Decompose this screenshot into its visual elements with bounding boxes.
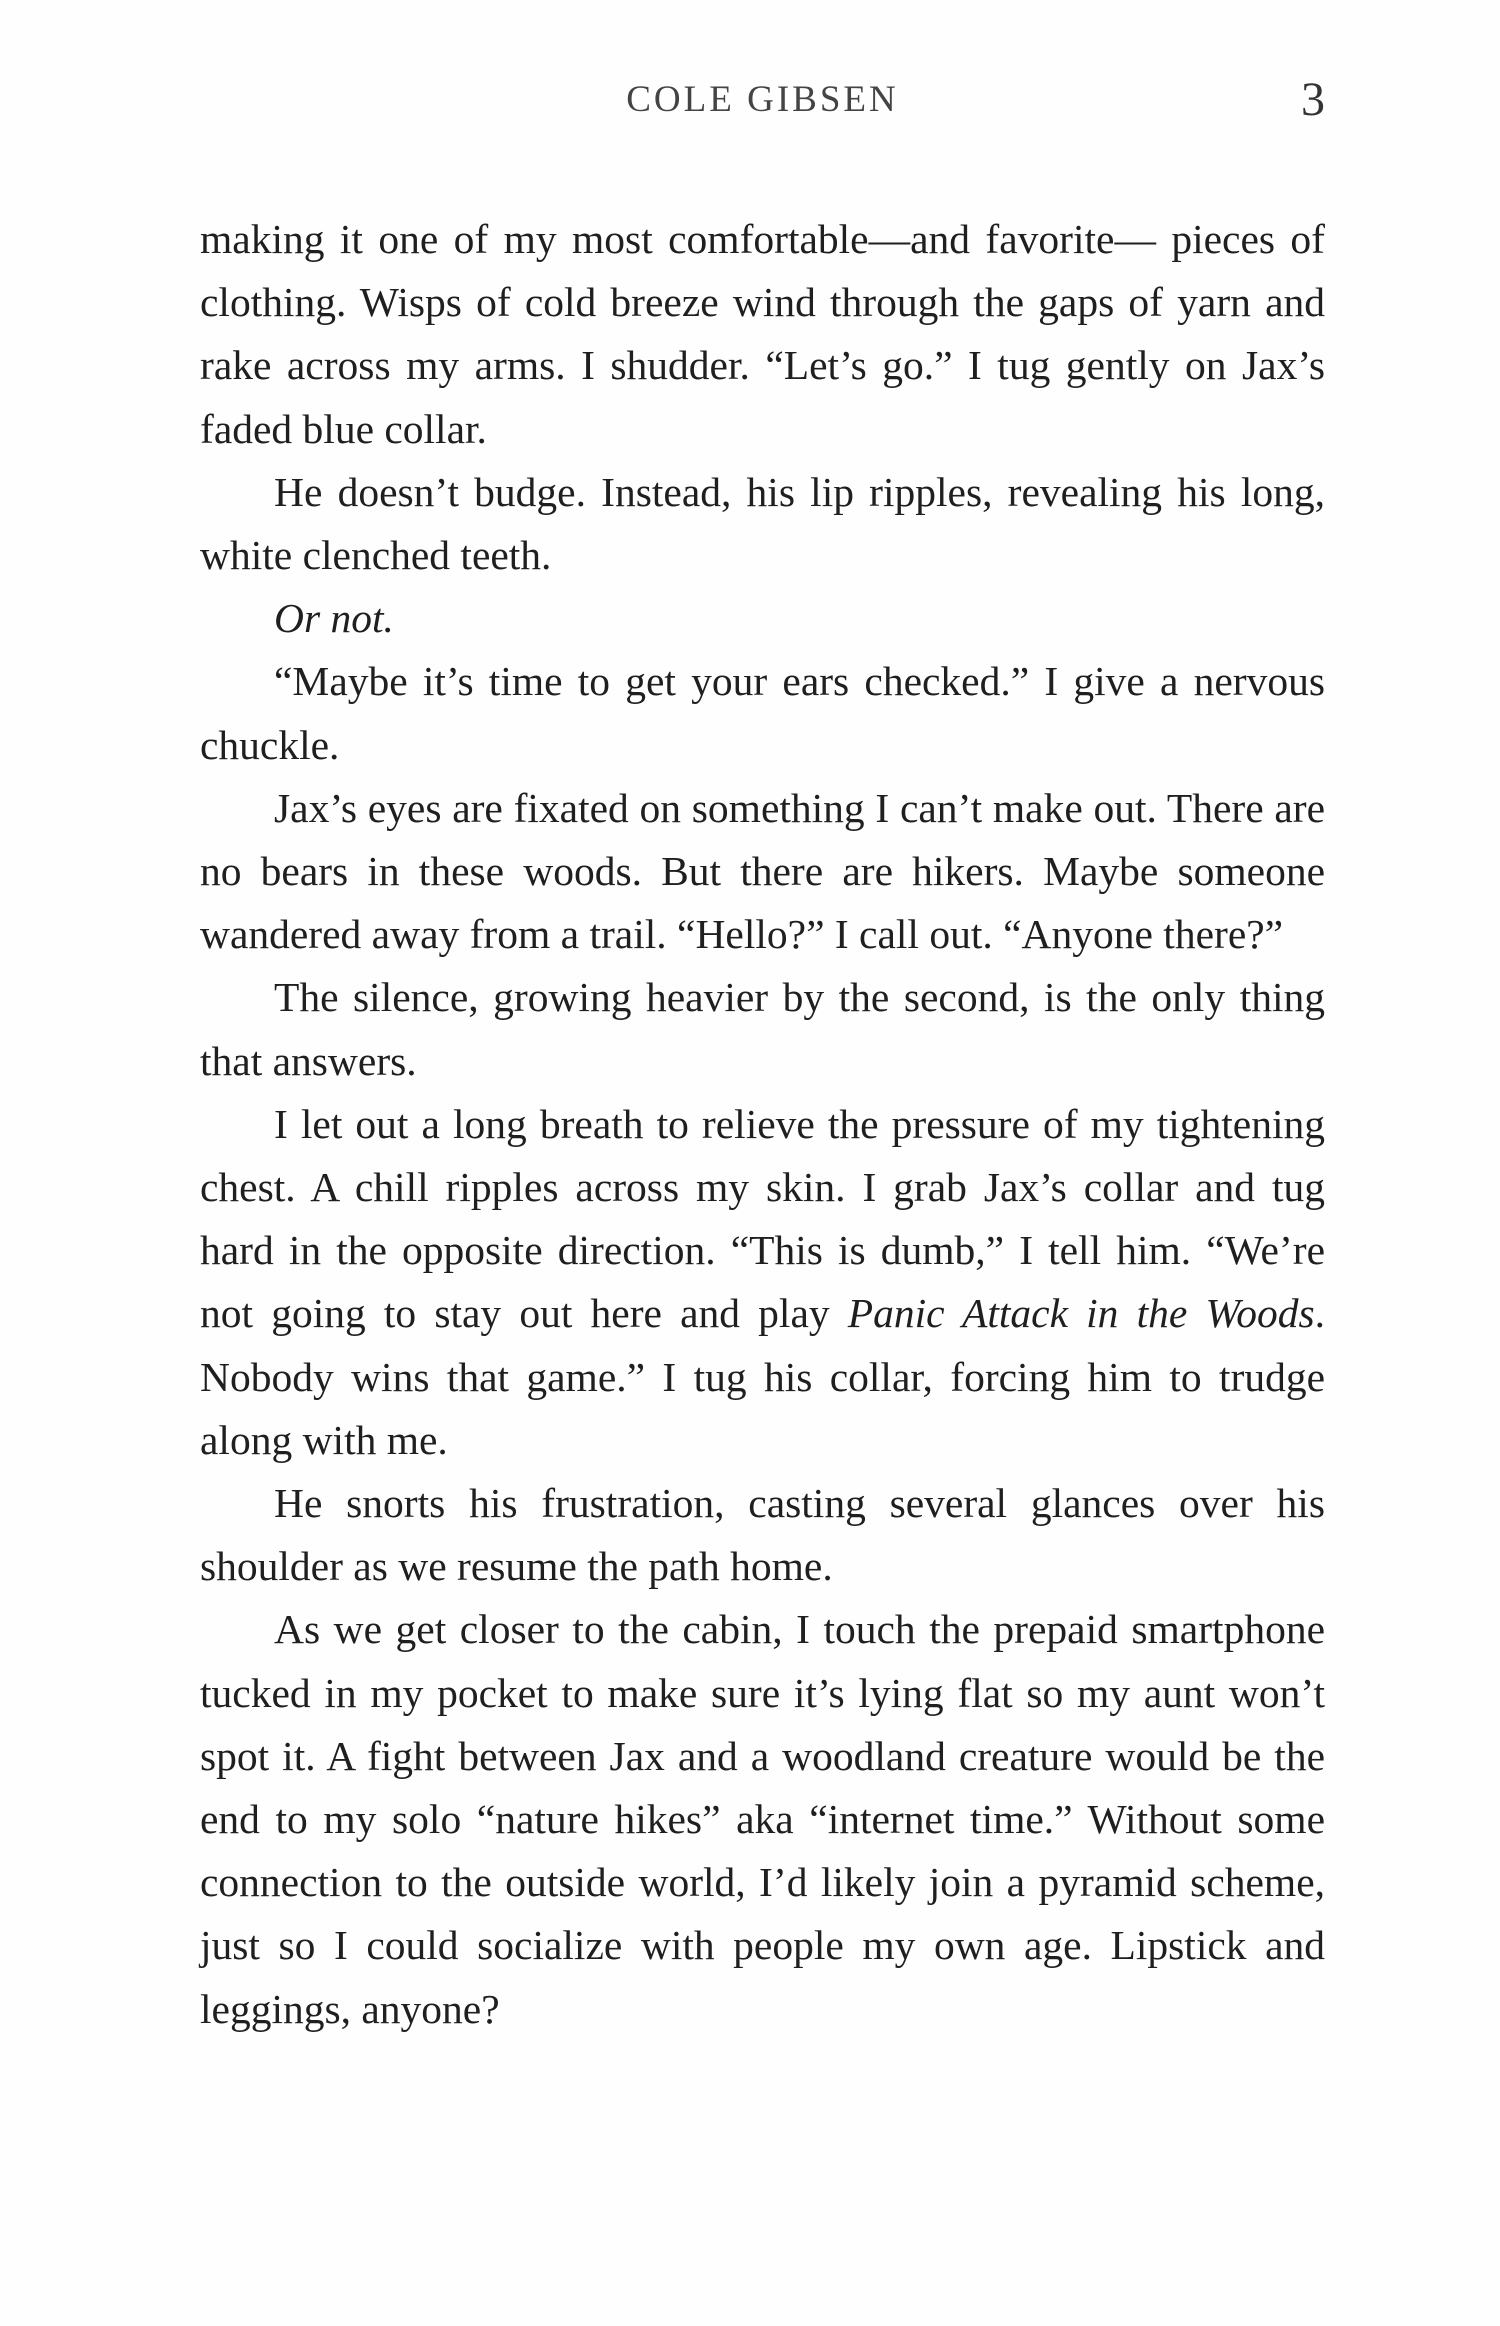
paragraph-6	[200, 966, 1325, 1092]
paragraph-4	[200, 650, 1325, 776]
paragraph-text: making it one of my most comfortable—and favorite— pieces of clothing. Wisps of cold breeze wind through the gaps of yarn and rake across my arms. I shudder. “Let’s go.” I tug gently on Jax’s faded blue collar.	[200, 216, 1325, 452]
author-name: COLE GIBSEN	[626, 79, 899, 120]
body-text	[200, 208, 1325, 2041]
paragraph-text: The silence, growing heavier by the second, is the only thing that answers.	[200, 974, 1325, 1084]
paragraph-text: “Maybe it’s time to get your ears checked.” I give a nervous chuckle.	[200, 658, 1325, 768]
paragraph-text: As we get closer to the cabin, I touch the prepaid smartphone tucked in my pocket to make sure it’s lying flat so my aunt won’t spot it. A fight between Jax and a woodland creature would be the end to my solo “nature hikes” aka “internet time.” Without some connection to the outside world, I’d likely join a pyramid scheme, just so I could socialize with people my own age. Lipstick and leggings, anyone?	[200, 1606, 1325, 2032]
paragraph-8	[200, 1472, 1325, 1598]
paragraph-1	[200, 208, 1325, 461]
italic-text: Or not.	[274, 595, 394, 642]
paragraph-text: I let out a long breath to relieve the pressure of my tightening chest. A chill ripples across my skin. I grab Jax’s collar and tug hard in the opposite direction. “This is dumb,” I tell him. “We’re not going to stay out here and play	[200, 1100, 1325, 1337]
paragraph-text: He doesn’t budge. Instead, his lip ripples, revealing his long, white clenched teeth.	[200, 468, 1325, 579]
paragraph-7	[200, 1093, 1325, 1472]
paragraph-5	[200, 777, 1325, 967]
paragraph-3	[200, 587, 1325, 650]
paragraph-9	[200, 1598, 1325, 2040]
italic-title: Panic Attack in the Woods	[847, 1290, 1315, 1337]
paragraph-2	[200, 461, 1325, 587]
running-head	[200, 72, 1325, 152]
page-number: 3	[1301, 73, 1325, 126]
paragraph-text: He snorts his frustration, casting several glances over his shoulder as we resume the path home.	[200, 1480, 1325, 1590]
paragraph-text: Jax’s eyes are fixated on something I can’t make out. There are no bears in these woods. But there are hikers. Maybe someone wandered away from a trail. “Hello?” I call out. “Anyone there?”	[200, 784, 1325, 958]
paragraph-text: . Nobody wins that game.” I tug his collar, forcing him to trudge along with me.	[200, 1290, 1325, 1463]
